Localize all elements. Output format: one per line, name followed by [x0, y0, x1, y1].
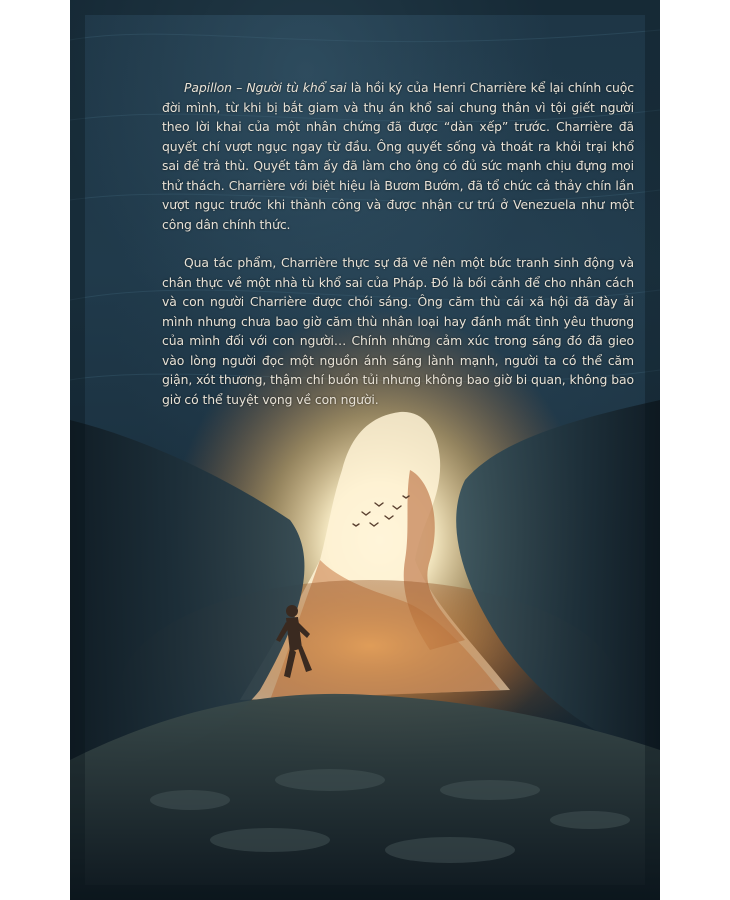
back-cover-synopsis — [162, 78, 634, 409]
synopsis-paragraph-1-text: là hồi ký của Henri Charrière kể lại chính cuộc đời mình, từ khi bị bắt giam và thụ án khổ sai chung thân vì tội giết người theo lời khai của một nhân chứng đã được “dàn xếp” trước. Charrière đã quyết chí vượt ngục ngay từ đầu. Ông quyết sống và thoát ra khỏi trại khổ sai để trả thù. Quyết tâm ấy đã làm cho ông có đủ sức mạnh chịu đựng mọi thử thách. Charrière với biệt hiệu là Bươm Bướm, đã tổ chức cả thảy chín lần vượt ngục trước khi thành công và được nhận cư trú ở Venezuela như một công dân chính thức. — [162, 80, 635, 232]
synopsis-paragraph-2: Qua tác phẩm, Charrière thực sự đã vẽ nên một bức tranh sinh động và chân thực về một nhà tù khổ sai của Pháp. Đó là bối cảnh để cho nhân cách và con người Charrière được chói sáng. Ông căm thù cái xã hội đã đày ải mình nhưng chưa bao giờ căm thù nhân loại hay đánh mất tình yêu thương của mình đối với con người… Chính những cảm xúc trong sáng đó đã gieo vào lòng người đọc một nguồn ánh sáng lành mạnh, người ta có thể căm giận, xót thương, thậm chí buồn tủi nhưng không bao giờ bi quan, không bao giờ có thể tuyệt vọng về con người. — [162, 255, 634, 407]
book-back-cover — [70, 0, 660, 900]
synopsis-paragraph-1 — [162, 78, 634, 234]
book-title: Papillon – Người tù khổ sai — [184, 80, 347, 95]
